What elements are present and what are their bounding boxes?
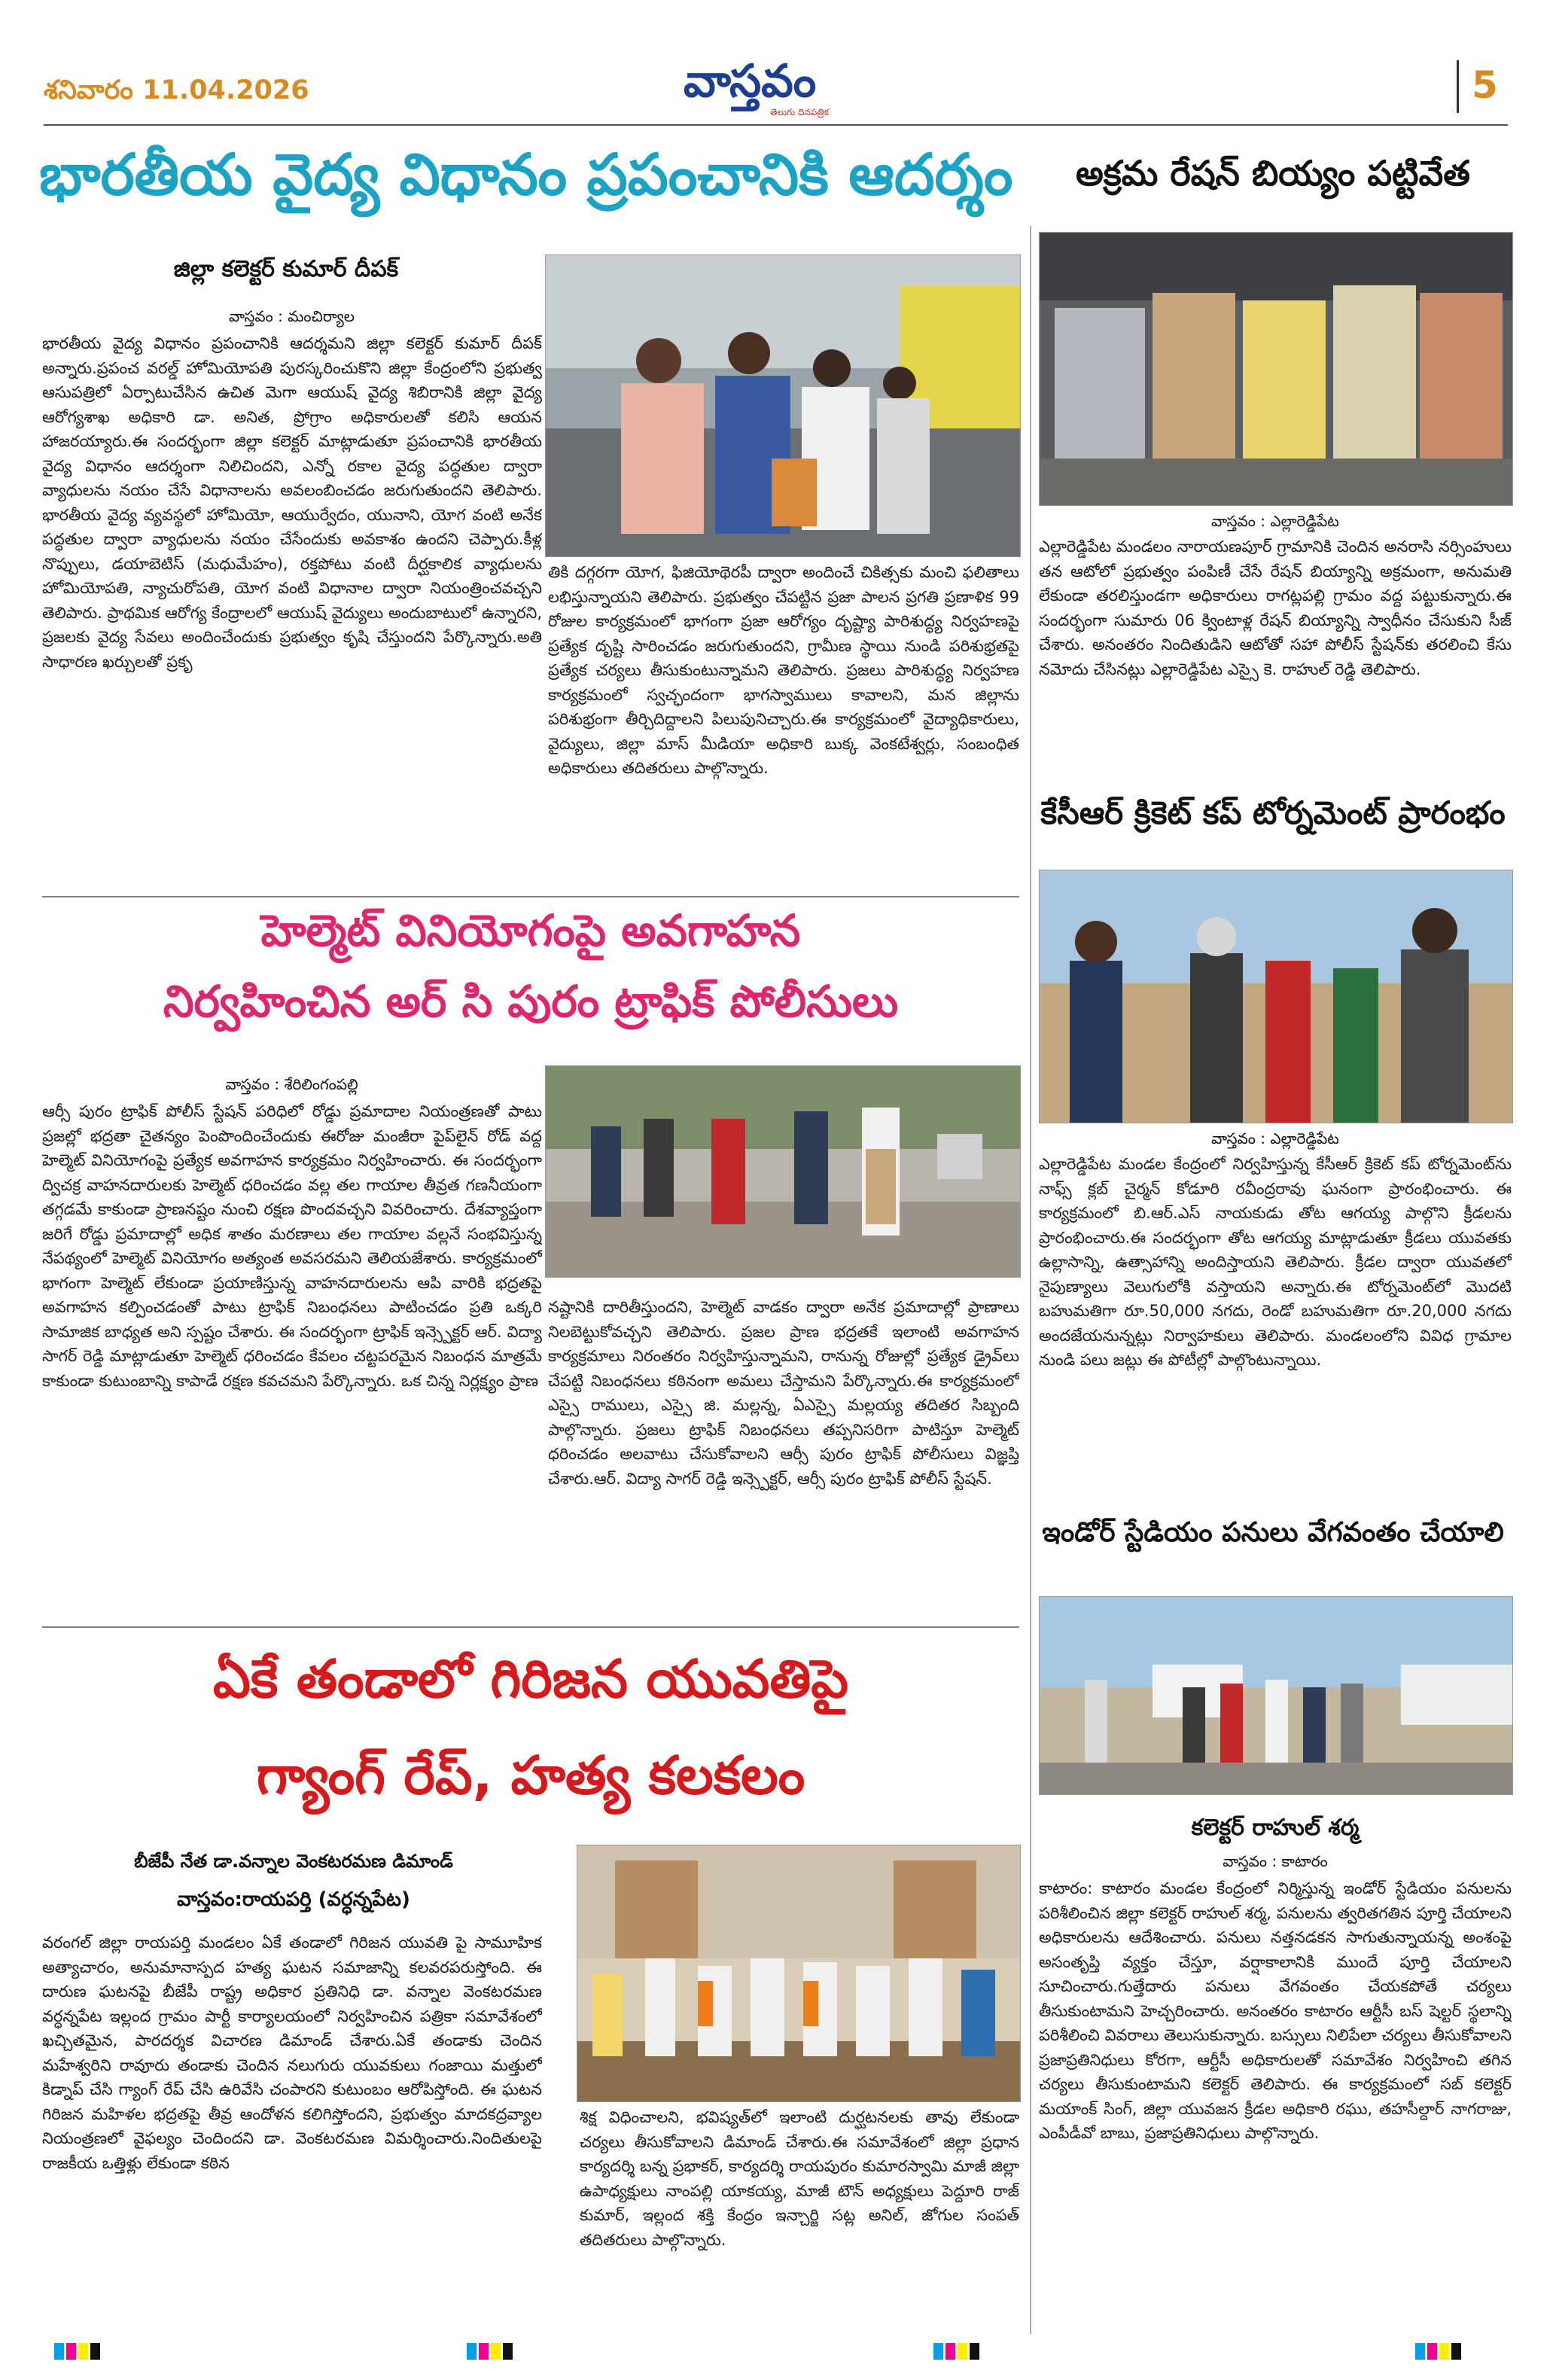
- subhead: కలెక్టర్ రాహుల్ శర్మ: [1191, 1815, 1360, 1841]
- column-divider: [1030, 226, 1031, 2334]
- headline-line-2: నిర్వహించిన అర్ సి పురం ట్రాఫిక్ పోలీసులు: [163, 976, 899, 1027]
- stadium-inspection-photo: [1039, 1596, 1513, 1795]
- magenta-swatch: [66, 2343, 76, 2360]
- headline-line-2: గ్యాంగ్ రేప్, హత్య కలకలం: [256, 1745, 805, 1806]
- dateline: వాస్తవం : కాటారం: [1223, 1852, 1328, 1870]
- logo-tagline: తెలుగు దినపత్రిక: [770, 107, 830, 117]
- color-bar: [54, 2343, 102, 2363]
- headline-line-1: ఏకే తండాలో గిరిజన యువతిపై: [213, 1648, 848, 1710]
- logo-wordmark: వాస్తవం: [684, 55, 817, 108]
- yellow-swatch: [1439, 2343, 1449, 2360]
- magenta-swatch: [479, 2343, 489, 2360]
- black-swatch: [970, 2343, 979, 2360]
- cricket-inauguration-photo: [1039, 870, 1513, 1123]
- masthead: [0, 0, 1556, 128]
- page-number-divider: [1457, 60, 1459, 113]
- cyan-swatch: [467, 2343, 477, 2360]
- issue-date: శనివారం 11.04.2026: [44, 75, 309, 105]
- yellow-swatch: [78, 2343, 88, 2360]
- story-column-1: ఆర్సీ పురం ట్రాఫిక్ పోలీస్ స్టేషన్ పరిధిలో రోడ్డు ప్రమాదాల నియంత్రణతో పాటు ప్రజల్లో భద్రతా చైతన్యం పెంపొందించేందుకు ఈరోజు మంజీరా పైప్‌లైన్ రోడ్ వద్ద హెల్మెట్ వినియోగంపై ప్రత్యేక అవగాహన కార్యక్రమం నిర్వహించారు. ఈ సందర్భంగా ద్విచక్ర వాహనదారులకు హెల్మెట్ ధరించడం వల్ల తల గాయాల తీవ్రత గణనీయంగా తగ్గడమే కాకుండా ప్రాణనష్టం నుంచి రక్షణ పొందవచ్చని వివరించారు. దేశవ్యాప్తంగా జరిగే రోడ్డు ప్రమాదాల్లో అధిక శాతం మరణాలు తల గాయాల వల్లనే సంభవిస్తున్న నేపథ్యంలో హెల్మెట్ వినియోగం అత్యంత అవసరమని తెలియజేశారు. కార్యక్రమంలో భాగంగా హెల్మెట్ లేకుండా ప్రయాణిస్తున్న వాహనదారులను ఆపి వారికి భద్రతపై అవగాహన కల్పించడంతో పాటు ట్రాఫిక్ నిబంధనలు పాటించడం ప్రతి ఒక్కరి సామాజిక బాధ్యత అని స్పష్టం చేశారు. ఈ సందర్భంగా ట్రాఫిక్ ఇన్స్పెక్టర్ ఆర్. విద్యా సాగర్ రెడ్డి మాట్లాడుతూ హెల్మెట్ ధరించడం కేవలం చట్టపరమైన నిబంధన మాత్రమే కాకుండా కుటుంబాన్ని కాపాడే రక్షణ కవచమని పేర్కొన్నారు. ఒక చిన్న నిర్లక్ష్యం ప్రాణ: [42, 1102, 542, 1390]
- story-body: కాటారం: కాటారం మండల కేంద్రంలో నిర్మిస్తున్న ఇండోర్ స్టేడియం పనులను పరిశీలించిన జిల్లా కలెక్టర్ రాహుల్ శర్మ, పనులను త్వరితగతిన పూర్తి చేయాలని అధికారులను ఆదేశించారు. పనులు నత్తనడకన సాగుతున్నాయన్న అంశంపై అసంతృప్తి వ్యక్తం చేస్తూ, వర్షాకాలానికి ముందే పూర్తి చేయాలని సూచించారు.గుత్తేదారు పనులు వేగవంతం చేయకపోతే చర్యలు తీసుకుంటామని హెచ్చరించారు. అనంతరం కాటారం ఆర్టీసీ బస్ షెల్టర్ స్థలాన్ని పరిశీలించి వివరాలు తెలుసుకున్నారు. బస్సులు నిలిపేలా చర్యలు తీసుకోవాలని ప్రజాప్రతినిధులు కోరగా, ఆర్టీసీ అధికారులతో సమావేశం నిర్వహించి తగిన చర్యలు తీసుకుంటామని కలెక్టర్ తెలిపారు. ఈ కార్యక్రమంలో సబ్ కలెక్టర్ మయాంక్ సింగ్, జిల్లా యువజన క్రీడల అధికారి రఘు, తహసీల్దార్ నాగరాజు, ఎంపీడీవో బాబు, ప్రజాప్రతినిధులు పాల్గొన్నారు.: [1039, 1879, 1512, 2142]
- black-swatch: [90, 2343, 100, 2360]
- story-body: ఎల్లారెడ్డిపేట మండలం నారాయణపూర్ గ్రామానికి చెందిన అనరాసి నర్సింహులు తన ఆటోలో ప్రభుత్వం పంపిణీ చేసే రేషన్ బియ్యాన్ని అక్రమంగా, అనుమతి లేకుండా తరలిస్తుండగా అధికారులు రాగట్లపల్లి గ్రామం వద్ద పట్టుకున్నారు.ఈ సందర్భంగా సుమారు 06 క్వింటాళ్ల రేషన్ బియ్యాన్ని స్వాధీనం చేసుకుని సీజ్ చేశారు. అనంతరం నిందితుడిని ఆటోతో సహా పోలీస్ స్టేషన్‌కు తరలించి కేసు నమోదు చేసినట్లు ఎల్లారెడ్డిపేట ఎస్సై కె. రాహుల్ రెడ్డి తెలిపారు.: [1039, 538, 1512, 678]
- headline: కేసీఆర్ క్రికెట్ కప్ టోర్నమెంట్ ప్రారంభం: [1040, 794, 1506, 831]
- magenta-swatch: [945, 2343, 955, 2360]
- dateline: వాస్తవం:రాయపర్తి (వర్ధన్నపేట): [177, 1888, 410, 1911]
- cyan-swatch: [1415, 2343, 1425, 2360]
- ayush-camp-photo: [545, 254, 1021, 557]
- yellow-swatch: [958, 2343, 967, 2360]
- color-bar: [467, 2343, 515, 2363]
- story-column-1: భారతీయ వైద్య విధానం ప్రపంచానికి ఆదర్శమని జిల్లా కలెక్టర్ కుమార్ దీపక్ అన్నారు.ప్రపంచ వరల్డ్ హోమియోపతి పురస్కరించుకొని జిల్లా కేంద్రంలోని ప్రభుత్వ ఆసుపత్రిలో ఏర్పాటుచేసిన ఉచిత మెగా ఆయుష్ వైద్య శిబిరానికి జిల్లా వైద్య ఆరోగ్యశాఖ అధికారి డా. అనిత, ప్రోగ్రాం అధికారులతో కలిసి ఆయన హాజరయ్యారు.ఈ సందర్భంగా జిల్లా కలెక్టర్ మాట్లాడుతూ ప్రపంచానికి భారతీయ వైద్య విధానం ఆదర్శంగా నిలిచిందని, ఎన్నో రకాల వైద్య పద్ధతుల ద్వారా వ్యాధులను నయం చేసే విధానాలను అవలంబించడం జరుగుతుందని తెలిపారు. భారతీయ వైద్య వ్యవస్థలో హోమియో, ఆయుర్వేదం, యునాని, యోగ వంటి అనేక పద్ధతుల ద్వారా వ్యాధులను నయం చేసేందుకు అవకాశం ఉందని చెప్పారు.కీళ్ల నొప్పులు, డయాబెటిస్ (మధుమేహం), రక్తపోటు వంటి దీర్ఘకాలిక వ్యాధులను హోమియోపతి, న్యాచురోపతి, యోగ వంటి విధానాల ద్వారా నియంత్రించవచ్చని తెలిపారు. ప్రాథమిక ఆరోగ్య కేంద్రాలలో ఆయుష్ వైద్యులు అందుబాటులో ఉన్నారని, ప్రజలకు వైద్య సేవలు అందించేందుకు ప్రభుత్వం కృషి చేస్తుందని పేర్కొన్నారు.అతి సాధారణ ఖర్చులతో ప్రకృ: [42, 334, 542, 671]
- headline: అక్రమ రేషన్ బియ్యం పట్టివేత: [1075, 153, 1471, 194]
- press-meet-photo: [577, 1845, 1021, 2102]
- dateline: వాస్తవం : ఎల్లారెడ్డిపేట: [1211, 1129, 1339, 1147]
- black-swatch: [503, 2343, 513, 2360]
- helmet-drive-photo: [545, 1065, 1021, 1278]
- dateline: వాస్తవం : ఎల్లారెడ్డిపేట: [1211, 512, 1339, 530]
- story-column-1: వరంగల్ జిల్లా రాయపర్తి మండలం ఏకే తండాలో గిరిజన యువతి పై సామూహిక అత్యాచారం, అనుమానాస్పద హత్య ఘటన సమాజాన్ని కలవరపరుస్తోంది. ఈ దారుణ ఘటనపై బీజేపీ రాష్ట్ర అధికార ప్రతినిధి డా. వన్నాల వెంకటరమణ వర్ధన్నపేట ఇల్లంద గ్రామం పార్టీ కార్యాలయంలో నిర్వహించిన పత్రికా సమావేశంలో ఖచ్చితమైన, పారదర్శక విచారణ డిమాండ్ చేశారు.ఏకే తండాకు చెందిన మహేశ్వరిని రావూరు తండాకు చెందిన నలుగురు యువకులు గంజాయి మత్తులో కిడ్నాప్ చేసి గ్యాంగ్ రేప్ చేసి ఉరివేసి చంపారని కుటుంబం ఆరోపిస్తోంది. ఈ ఘటన గిరిజన మహిళల భద్రతపై తీవ్ర ఆందోళన కలిగిస్తోందని, ప్రభుత్వం మాదకద్రవ్యాల నియంత్రణలో వైఫల్యం చెందిందని డా. వెంకటరమణ విమర్శించారు.నిందితులపై రాజకీయ ఒత్తిళ్లు లేకుండా కఠిన: [42, 1934, 542, 2172]
- dateline: వాస్తవం : శేరిలింగంపల్లి: [225, 1075, 358, 1093]
- magenta-swatch: [1427, 2343, 1437, 2360]
- yellow-swatch: [491, 2343, 501, 2360]
- rule-story2-story3: [42, 1626, 1019, 1628]
- story-column-2: నష్టానికి దారితీస్తుందని, హెల్మెట్ వాడకం ద్వారా అనేక ప్రమాదాల్లో ప్రాణాలు నిలబెట్టుకోవచ్చని తెలిపారు. ప్రజల ప్రాణ భద్రతకే ఇలాంటి అవగాహన కార్యక్రమాలు నిరంతరం నిర్వహిస్తున్నామని, రానున్న రోజుల్లో ప్రత్యేక డ్రైవ్‌లు చేపట్టి నిబంధనలు కఠినంగా అమలు చేస్తామని పేర్కొన్నారు.ఈ కార్యక్రమంలో ఎస్సై రాములు, ఎస్సై జి. మల్లన్న, ఏఎస్సై మల్లయ్య తదితర సిబ్బంది పాల్గొన్నారు. ప్రజలు ట్రాఫిక్ నిబంధనలు తప్పనిసరిగా పాటిస్తూ హెల్మెట్ ధరించడం అలవాటు చేసుకోవాలని ఆర్సీ పురం ట్రాఫిక్ పోలీసులు విజ్ఞప్తి చేశారు.ఆర్. విద్యా సాగర్ రెడ్డి ఇన్స్పెక్టర్, ఆర్సీ పురం ట్రాఫిక్ పోలీస్ స్టేషన్.: [548, 1298, 1019, 1488]
- subhead: జిల్లా కలెక్టర్ కుమార్ దీపక్: [173, 256, 399, 282]
- cyan-swatch: [54, 2343, 64, 2360]
- cyan-swatch: [933, 2343, 943, 2360]
- story-column-2: తికి దగ్గరగా యోగ, ఫిజియోథెరపీ ద్వారా అందించే చికిత్సకు మంచి ఫలితాలు లభిస్తున్నాయని తెలిపారు. ప్రభుత్వం చేపట్టిన ప్రజా పాలన ప్రగతి ప్రణాళిక 99 రోజుల కార్యక్రమంలో భాగంగా ప్రజా ఆరోగ్యం దృష్ట్యా పారిశుద్ధ్య నిర్వహణపై ప్రత్యేక దృష్టి సారించడం జరుగుతుందని, గ్రామీణ స్థాయి నుండి పరిశుభ్రతపై ప్రత్యేక చర్యలు తీసుకుంటున్నామని తెలిపారు. ప్రజలు పారిశుద్ధ్య నిర్వహణ కార్యక్రమంలో స్వచ్ఛందంగా భాగస్వాములు కావాలని, మన జిల్లాను పరిశుభ్రంగా తీర్చిదిద్దాలని పిలుపునిచ్చారు.ఈ కార్యక్రమంలో వైద్యాధికారులు, వైద్యులు, జిల్లా మాస్ మీడియా అధికారి బుక్క వెంకటేశ్వర్లు, సంబంధిత అధికారులు తదితరులు పాల్గొన్నారు.: [548, 563, 1019, 777]
- rule-story1-story2: [42, 896, 1019, 897]
- masthead-rule: [44, 124, 1508, 126]
- story-column-2: శిక్ష విధించాలని, భవిష్యత్‌లో ఇలాంటి దుర్ఘటనలకు తావు లేకుండా చర్యలు తీసుకోవాలని డిమాండ్ చేశారు.ఈ సమావేశంలో జిల్లా ప్రధాన కార్యదర్శి బన్న ప్రభాకర్, కార్యదర్శి రాయపురం కుమారస్వామి మాజీ జిల్లా ఉపాధ్యక్షులు నాంపల్లి యాకయ్య, మాజీ టౌన్ అధ్యక్షులు పెద్దూరి రాజ్ కుమార్, ఇల్లంద శక్తి కేంద్రం ఇన్చార్జి సట్ల అనిల్, జోగుల సంపత్ తదితరులు పాల్గొన్నారు.: [580, 2108, 1019, 2249]
- headline: భారతీయ వైద్య విధానం ప్రపంచానికి ఆదర్శం: [39, 141, 1013, 208]
- page-number: 5: [1472, 63, 1498, 107]
- color-bar: [933, 2343, 982, 2363]
- color-bar: [1415, 2343, 1463, 2363]
- dateline: వాస్తవం : మంచిర్యాల: [229, 307, 355, 325]
- print-registration-marks: [0, 2343, 1556, 2373]
- headline: ఇండోర్ స్టేడియం పనులు వేగవంతం చేయాలి: [1042, 1517, 1504, 1548]
- subhead: బీజేపీ నేత డా.వన్నాల వెంకటరమణ డిమాండ్: [134, 1851, 453, 1872]
- story-body: ఎల్లారెడ్డిపేట మండల కేంద్రంలో నిర్వహిస్తున్న కేసీఆర్ క్రికెట్ కప్ టోర్నమెంట్‌ను నాఫ్స్ క్లబ్ చైర్మన్ కోడూరి రవీంద్రరావు ఘనంగా ప్రారంభించారు. ఈ కార్యక్రమంలో బి.ఆర్.ఎస్ నాయకుడు తోట ఆగయ్య పాల్గొని క్రీడలను ప్రారంభించారు.ఈ సందర్భంగా తోట ఆగయ్య మాట్లాడుతూ క్రీడలు యువతకు ఉల్లాసాన్ని, ఉత్సాహాన్ని అందిస్తాయని తెలిపారు. క్రీడల ద్వారా యువతలో నైపుణ్యాలు వెలుగులోకి వస్తాయని అన్నారు.ఈ టోర్నమెంట్‌లో మొదటి బహుమతిగా రూ.50,000 నగదు, రెండో బహుమతిగా రూ.20,000 నగదు అందజేయనున్నట్లు నిర్వాహకులు తెలిపారు. మండలంలోని వివిధ గ్రామాల నుండి పలు జట్లు ఈ పోటీల్లో పాల్గొంటున్నాయి.: [1039, 1155, 1512, 1369]
- black-swatch: [1451, 2343, 1461, 2360]
- masthead-logo: [684, 51, 879, 120]
- ration-bags-photo: [1039, 232, 1513, 506]
- headline-line-1: హెల్మెట్ వినియోగంపై అవగాహన: [260, 905, 801, 956]
